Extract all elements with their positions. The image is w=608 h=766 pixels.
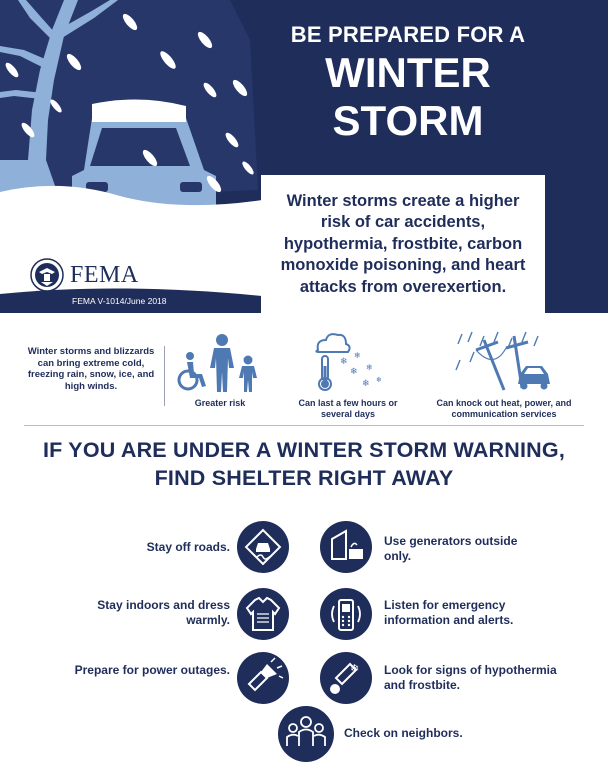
title-line-3: STORM: [332, 97, 484, 144]
title-line-2: WINTER: [325, 49, 491, 96]
slippery-road-sign-icon: [237, 521, 289, 573]
family-accessibility-icon: [174, 332, 266, 394]
generator-outside-icon: [320, 521, 372, 573]
downed-power-lines-icon: [454, 330, 552, 392]
cold-thermometer-icon: [320, 652, 372, 704]
risk-callout: [261, 175, 545, 313]
stay-indoors-text: Stay indoors and dress warmly.: [97, 598, 230, 627]
agency-name: FEMA: [70, 261, 139, 288]
services-caption: Can knock out heat, power, and communication services: [436, 398, 572, 419]
svg-text:❄: ❄: [362, 379, 370, 389]
emergency-alerts-text: Listen for emergency information and alerts.: [384, 598, 514, 627]
check-neighbors-text: Check on neighbors.: [344, 726, 463, 740]
title-line-1: BE PREPARED FOR A: [290, 22, 526, 47]
svg-text:❄: ❄: [340, 357, 348, 367]
snow-thermometer-icon: [306, 330, 390, 394]
fema-logo: [30, 258, 139, 292]
hero-banner: [0, 0, 608, 313]
svg-text:❄: ❄: [376, 376, 382, 384]
svg-text:❄: ❄: [350, 367, 358, 377]
svg-text:❄: ❄: [354, 351, 361, 360]
warning-line-2: FIND SHELTER RIGHT AWAY: [154, 466, 454, 490]
greater-risk-caption: Greater risk: [194, 398, 246, 408]
risk-text: Winter storms create a higher risk of car accidents, hypothermia, frostbite, carbon monoxide poisoning, and heart attacks from overexertion.: [280, 191, 526, 296]
dhs-seal-icon: [30, 258, 64, 292]
storm-facts-intro: Winter storms and blizzards can bring extreme cold, freezing rain, snow, ice, and high winds.: [27, 346, 155, 392]
publication-code: FEMA V-1014/June 2018: [72, 296, 167, 306]
svg-text:❄: ❄: [366, 363, 373, 372]
power-outages-text: Prepare for power outages.: [74, 663, 230, 677]
stay-off-roads-text: Stay off roads.: [146, 540, 230, 554]
radio-alerts-icon: [320, 588, 372, 640]
svg-text:❄: ❄: [350, 662, 360, 675]
duration-caption: Can last a few hours or several days: [298, 398, 398, 419]
storm-facts-strip: [24, 326, 584, 426]
warm-sweater-icon: [237, 588, 289, 640]
neighbors-group-icon: [278, 706, 334, 762]
generators-text: Use generators outside only.: [384, 534, 518, 563]
flashlight-icon: [237, 652, 289, 704]
strip-divider: [164, 346, 165, 406]
warning-line-1: IF YOU ARE UNDER A WINTER STORM WARNING,: [42, 438, 566, 462]
hypothermia-text: Look for signs of hypothermia and frostbite.: [384, 663, 557, 692]
